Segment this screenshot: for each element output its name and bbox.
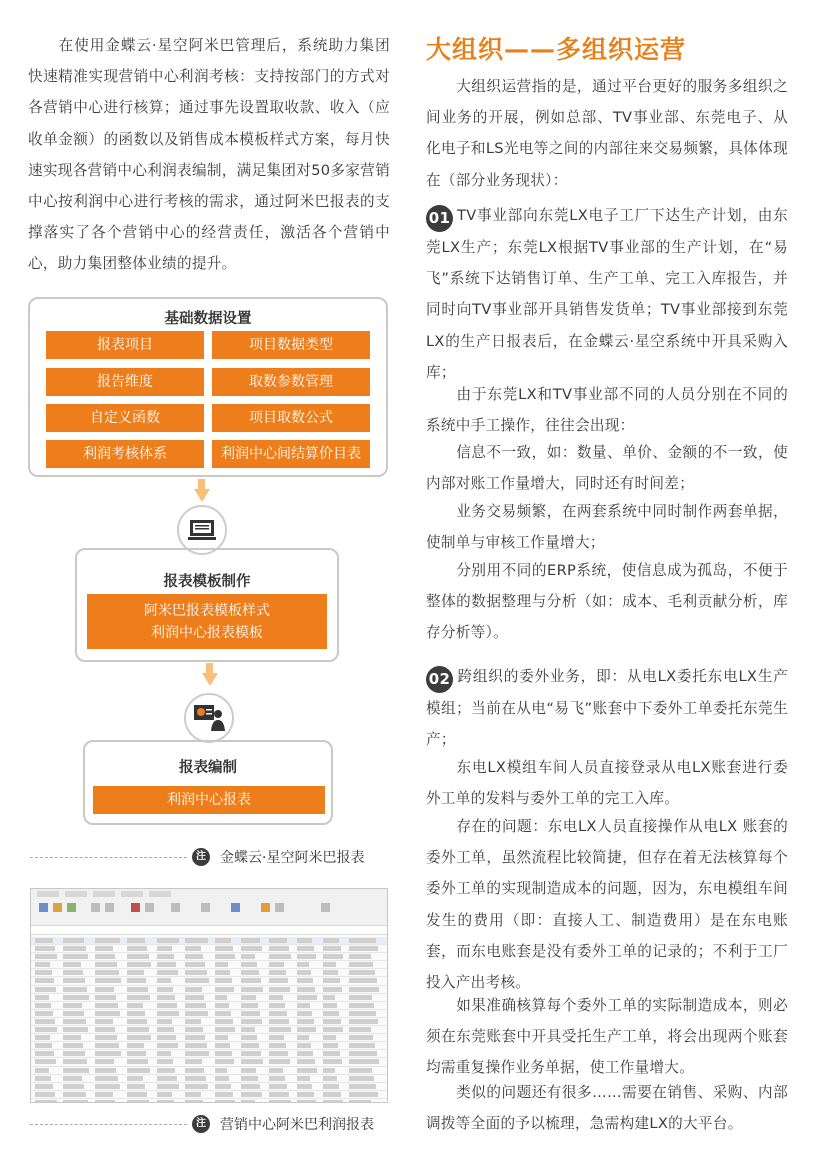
table-row <box>31 1091 387 1099</box>
spreadsheet-grid <box>31 937 387 1103</box>
table-row <box>31 1083 387 1091</box>
paragraph-manual-ops: 由于东莞LX和TV事业部不同的人员分别在不同的系统中手工操作，往往会出现： <box>426 386 788 435</box>
section-title: 报表模板制作 <box>163 574 251 590</box>
spreadsheet-ribbon <box>31 889 387 926</box>
paragraph-frequent-transactions: 业务交易频繁，在两套系统中同时制作两套单据，使制单与审核工作量增大； <box>426 503 788 552</box>
table-row <box>31 961 387 969</box>
item-report-dimension: 报告维度 <box>46 368 204 396</box>
table-row <box>31 1002 387 1010</box>
template-style-block <box>87 594 327 649</box>
item-profit-assessment-system: 利润考核体系 <box>46 440 204 468</box>
presenter-chart-icon <box>184 693 234 743</box>
paragraph-accurate-costing: 如果准确核算每个委外工单的实际制造成本，则必须在东莞账套中开具受托生产工单，将会出现两个账套均需重复操作业务单据，使工作量增大。 <box>426 997 788 1077</box>
caption-amiba-report: 金蝶云·星空阿米巴报表 <box>220 850 365 866</box>
caption-badge: 注 <box>192 1115 210 1133</box>
section-title: 报表编制 <box>179 760 237 776</box>
formula-bar <box>31 926 387 935</box>
section-title: 基础数据设置 <box>164 311 252 327</box>
table-row <box>31 1067 387 1075</box>
item-report-project: 报表项目 <box>46 331 204 359</box>
table-row <box>31 986 387 994</box>
table-row <box>31 1018 387 1026</box>
number-badge-02: 02 <box>426 666 453 693</box>
table-row <box>31 953 387 961</box>
item-project-data-type: 项目数据类型 <box>212 331 370 359</box>
caption-marketing-profit-report: 营销中心阿米巴利润报表 <box>220 1117 374 1133</box>
paragraph-info-island: 分别用不同的ERP系统，使信息成为孤岛，不便于整体的数据整理与分析（如：成本、毛利贡献分析，库存分析等）。 <box>426 562 788 642</box>
profit-center-report-block: 利润中心报表 <box>93 786 325 814</box>
right-section-title: 大组织——多组织运营 <box>426 35 687 64</box>
table-row <box>31 994 387 1002</box>
point-01-paragraph: 01 TV事业部向东莞LX电子工厂下达生产计划，由东莞LX生产；东莞LX根据TV事业部的生产计划，在“易飞”系统下达销售订单、生产工单、完工入库报告，并同时向TV事业部开具销售发货单；TV事业部接到东莞LX的生产日报表后，在金蝶云·星空系统中开具采购入库； <box>426 207 788 381</box>
right-intro-paragraph: 大组织运营指的是，通过平台更好的服务多组织之间业务的开展，例如总部、TV事业部、东莞电子、从化电子和LS光电等之间的内部往来交易频繁，具体体现在（部分业务现状）： <box>426 78 788 189</box>
item-fetch-param-management: 取数参数管理 <box>212 368 370 396</box>
template-line2: 利润中心报表模板 <box>151 625 263 641</box>
item-custom-function: 自定义函数 <box>46 404 204 432</box>
table-row <box>31 945 387 953</box>
flow-arrow-stem <box>206 663 213 673</box>
flow-arrow-stem <box>198 479 205 489</box>
paragraph-inconsistency: 信息不一致，如：数量、单价、金额的不一致，使内部对账工作量增大，同时还有时间差； <box>426 444 788 493</box>
left-intro-paragraph: 在使用金蝶云·星空阿米巴管理后，系统助力集团快速精准实现营销中心利润考核：支持按部门的方式对各营销中心进行核算；通过事先设置取收款、收入（应收单金额）的函数以及销售成本模板样式方案，每月快速实现各营销中心利润表编制，满足集团对50多家营销中心按利润中心进行考核的需求，通过阿米巴报表的支撑落实了各个营销中心的经营责任，激活各个营销中心，助力集团整体业绩的提升。 <box>28 37 390 273</box>
table-row <box>31 1058 387 1066</box>
caption-badge: 注 <box>192 848 210 866</box>
table-row <box>31 1010 387 1018</box>
template-line1: 阿米巴报表模板样式 <box>144 603 270 619</box>
paragraph-many-problems: 类似的问题还有很多……需要在销售、采购、内部调拨等全面的予以梳理，急需构建LX的大平台。 <box>426 1084 788 1133</box>
table-row <box>31 1042 387 1050</box>
table-row <box>31 1075 387 1083</box>
table-row <box>31 969 387 977</box>
paragraph-problem: 存在的问题：东电LX人员直接操作从电LX 账套的委外工单，虽然流程比较简捷，但存在着无法核算每个委外工单的实现制造成本的问题，因为，东电模组车间发生的费用（即：直接人工、制造费用）是在东电账套，而东电账套是没有委外工单的记录的；不利于工厂投入产出考核。 <box>426 818 788 992</box>
table-row <box>31 1099 387 1103</box>
table-row <box>31 1034 387 1042</box>
flow-arrow-down <box>202 673 218 686</box>
table-row <box>31 977 387 985</box>
caption-divider <box>30 1124 187 1125</box>
point-02-paragraph: 02 跨组织的委外业务，即：从电LX委托东电LX生产模组；当前在从电“易飞”账套中下委外工单委托东莞生产； <box>426 668 788 749</box>
number-badge-01: 01 <box>426 205 453 232</box>
item-profit-center-price-list: 利润中心间结算价目表 <box>212 440 370 468</box>
basic-data-settings-panel <box>28 297 388 477</box>
flow-arrow-down <box>194 489 210 502</box>
paragraph-direct-login: 东电LX模组车间人员直接登录从电LX账套进行委外工单的发料与委外工单的完工入库。 <box>426 759 788 808</box>
table-row <box>31 1050 387 1058</box>
item-project-fetch-formula: 项目取数公式 <box>212 404 370 432</box>
template-creation-panel <box>75 548 339 662</box>
profit-report-screenshot <box>30 888 388 1103</box>
caption-divider <box>30 857 187 858</box>
table-row <box>31 937 387 945</box>
report-compilation-panel <box>83 740 333 825</box>
table-row <box>31 1026 387 1034</box>
